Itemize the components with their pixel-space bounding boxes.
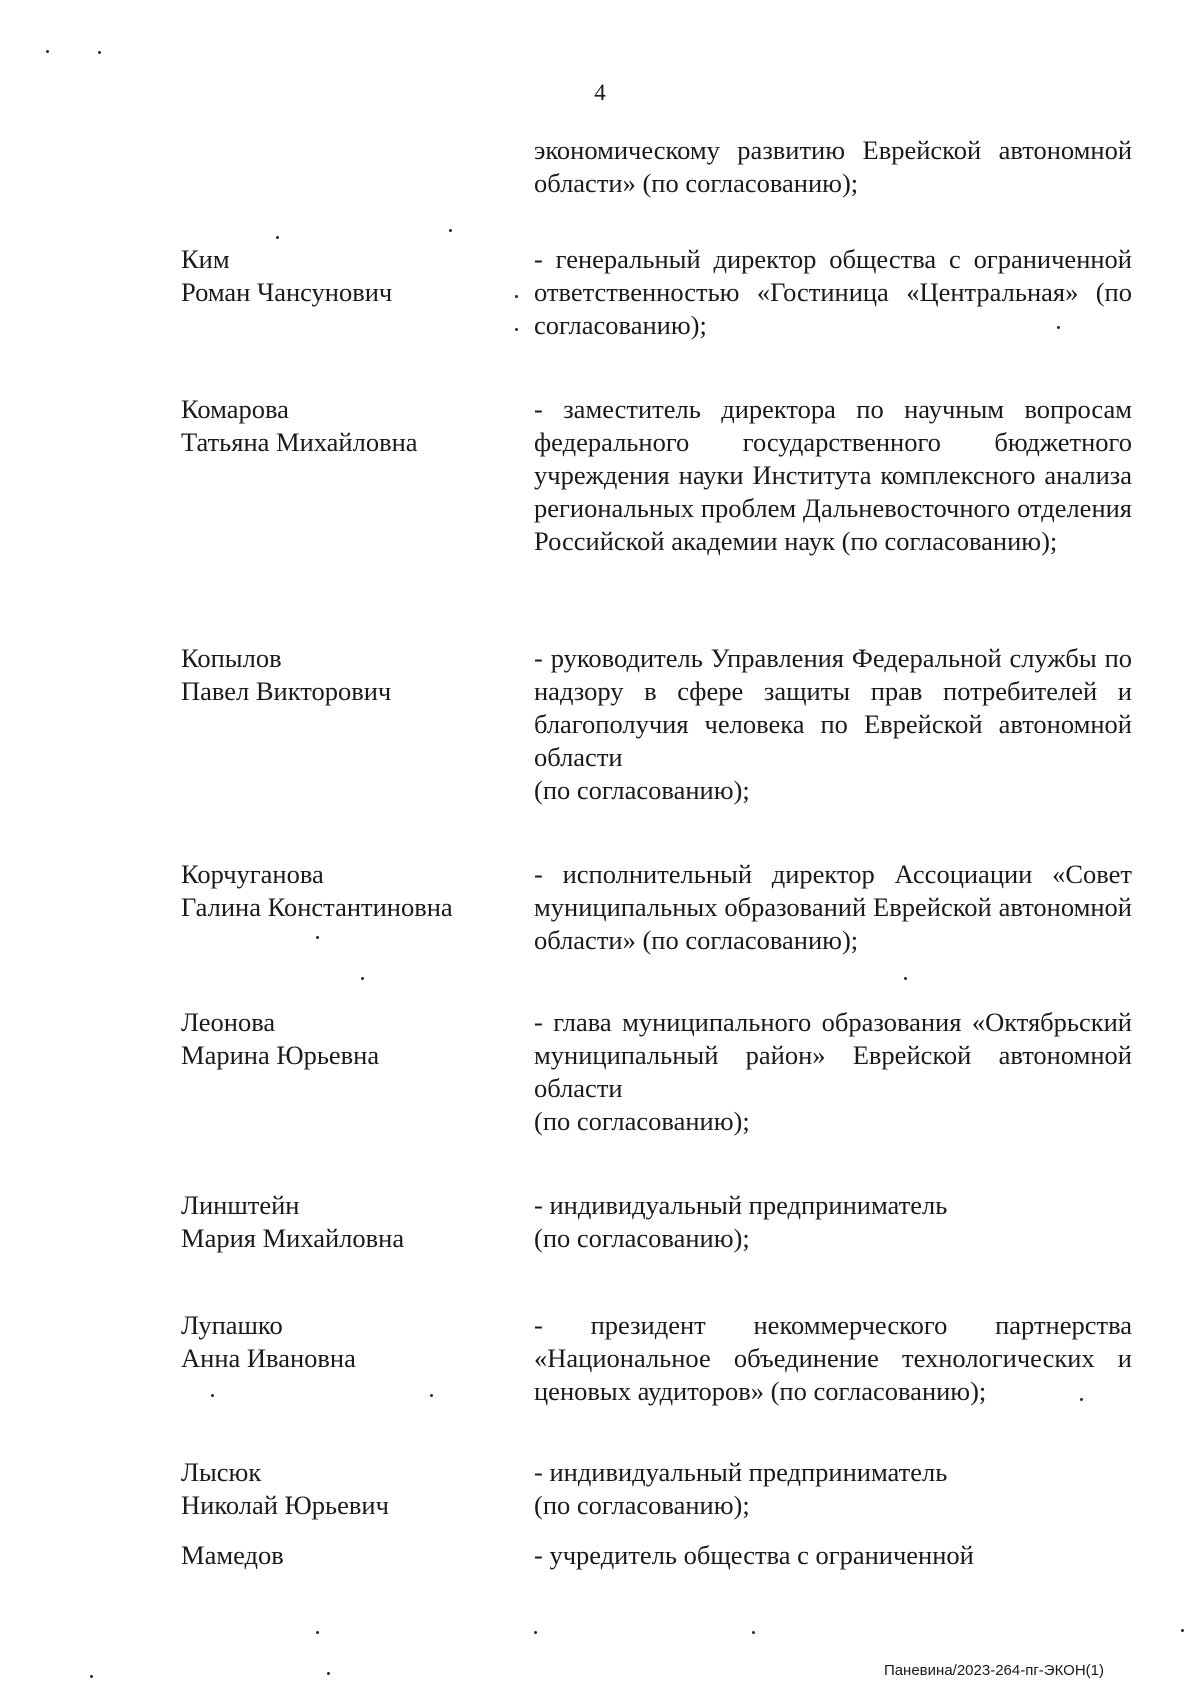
- continuation-text: экономическому развитию Еврейской автономной области» (по согласованию);: [534, 135, 1132, 198]
- member-description-text: - исполнительный директор Ассоциации «Совет муниципальных образований Еврейской автономной области» (по согласованию);: [534, 859, 1132, 955]
- scan-speck: [752, 1631, 755, 1634]
- document-code: Паневина/2023-264-пг-ЭКОН(1): [883, 1662, 1104, 1679]
- member-description: [534, 1456, 1132, 1522]
- member-description-text: - президент некоммерческого партнерства «Национальное объединение технологических и ценовых аудиторов» (по согласованию);: [534, 1310, 1132, 1406]
- member-description-text: - генеральный директор общества с ограниченной ответственностью «Гостиница «Центральная» (по согласованию);: [534, 244, 1132, 340]
- member-given-name: Мария Михайловна: [181, 1223, 405, 1253]
- scan-speck: [211, 1394, 214, 1397]
- scan-speck: [515, 328, 518, 331]
- member-surname: Линштейн: [181, 1190, 300, 1220]
- scan-speck: [98, 51, 101, 54]
- member-description: [534, 1189, 1132, 1255]
- member-description-text: - глава муниципального образования «Октябрьский муниципальный район» Еврейской автономной области: [534, 1007, 1132, 1103]
- scan-speck: [316, 936, 319, 939]
- scan-speck: [361, 977, 364, 980]
- scan-speck: [1080, 1398, 1083, 1401]
- scan-speck: [515, 295, 518, 298]
- scan-speck: [46, 50, 49, 53]
- member-name: [181, 1309, 501, 1375]
- scan-speck: [276, 236, 279, 239]
- member-description: [534, 393, 1132, 558]
- scan-speck: [1057, 326, 1060, 329]
- page-number: 4: [594, 80, 606, 105]
- scan-speck: [430, 1394, 433, 1397]
- member-name: [181, 858, 501, 924]
- member-name: [181, 1189, 501, 1255]
- member-name: [181, 1006, 501, 1072]
- member-description-text: - учредитель общества с ограниченной: [534, 1540, 974, 1570]
- member-description-tail: (по согласованию);: [534, 775, 750, 805]
- scan-speck: [534, 1631, 537, 1634]
- member-given-name: Татьяна Михайловна: [181, 427, 418, 457]
- member-given-name: Павел Викторович: [181, 676, 392, 706]
- member-name: [181, 1456, 501, 1522]
- member-surname: Комарова: [181, 394, 289, 424]
- member-description: [534, 1006, 1132, 1138]
- scan-speck: [1181, 1629, 1184, 1632]
- member-surname: Ким: [181, 244, 230, 274]
- member-name: [181, 1539, 501, 1572]
- member-name: [181, 243, 501, 309]
- member-description: [534, 1539, 1132, 1572]
- member-given-name: Анна Ивановна: [181, 1343, 356, 1373]
- member-given-name: Галина Константиновна: [181, 892, 453, 922]
- member-given-name: Николай Юрьевич: [181, 1490, 389, 1520]
- member-description-text: - руководитель Управления Федеральной службы по надзору в сфере защиты прав потребителей и благополучия человека по Еврейской автономной области: [534, 643, 1132, 772]
- member-surname: Мамедов: [181, 1540, 284, 1570]
- member-surname: Лысюк: [181, 1457, 262, 1487]
- scan-speck: [316, 1631, 319, 1634]
- member-description-text: - индивидуальный предприниматель: [534, 1457, 948, 1487]
- member-name: [181, 642, 501, 708]
- member-description-tail: (по согласованию);: [534, 1490, 750, 1520]
- scan-speck: [90, 1675, 93, 1678]
- scan-speck: [327, 1672, 330, 1675]
- member-description: [534, 1309, 1132, 1408]
- member-description: [534, 858, 1132, 957]
- member-surname: Лупашко: [181, 1310, 283, 1340]
- member-description-tail: (по согласованию);: [534, 1223, 750, 1253]
- member-surname: Корчуганова: [181, 859, 324, 889]
- member-description: [534, 642, 1132, 807]
- member-description-tail: (по согласованию);: [534, 1106, 750, 1136]
- member-surname: Копылов: [181, 643, 282, 673]
- scan-speck: [904, 977, 907, 980]
- scan-speck: [449, 229, 452, 232]
- member-given-name: Роман Чансунович: [181, 277, 393, 307]
- member-description: [534, 243, 1132, 342]
- member-given-name: Марина Юрьевна: [181, 1040, 380, 1070]
- member-surname: Леонова: [181, 1007, 276, 1037]
- member-description-text: - индивидуальный предприниматель: [534, 1190, 948, 1220]
- member-name: [181, 393, 501, 459]
- member-description-text: - заместитель директора по научным вопросам федерального государственного бюджетного учреждения науки Института комплексного анализа региональных проблем Дальневосточного отделения Российской академии наук (по согласованию);: [534, 394, 1132, 556]
